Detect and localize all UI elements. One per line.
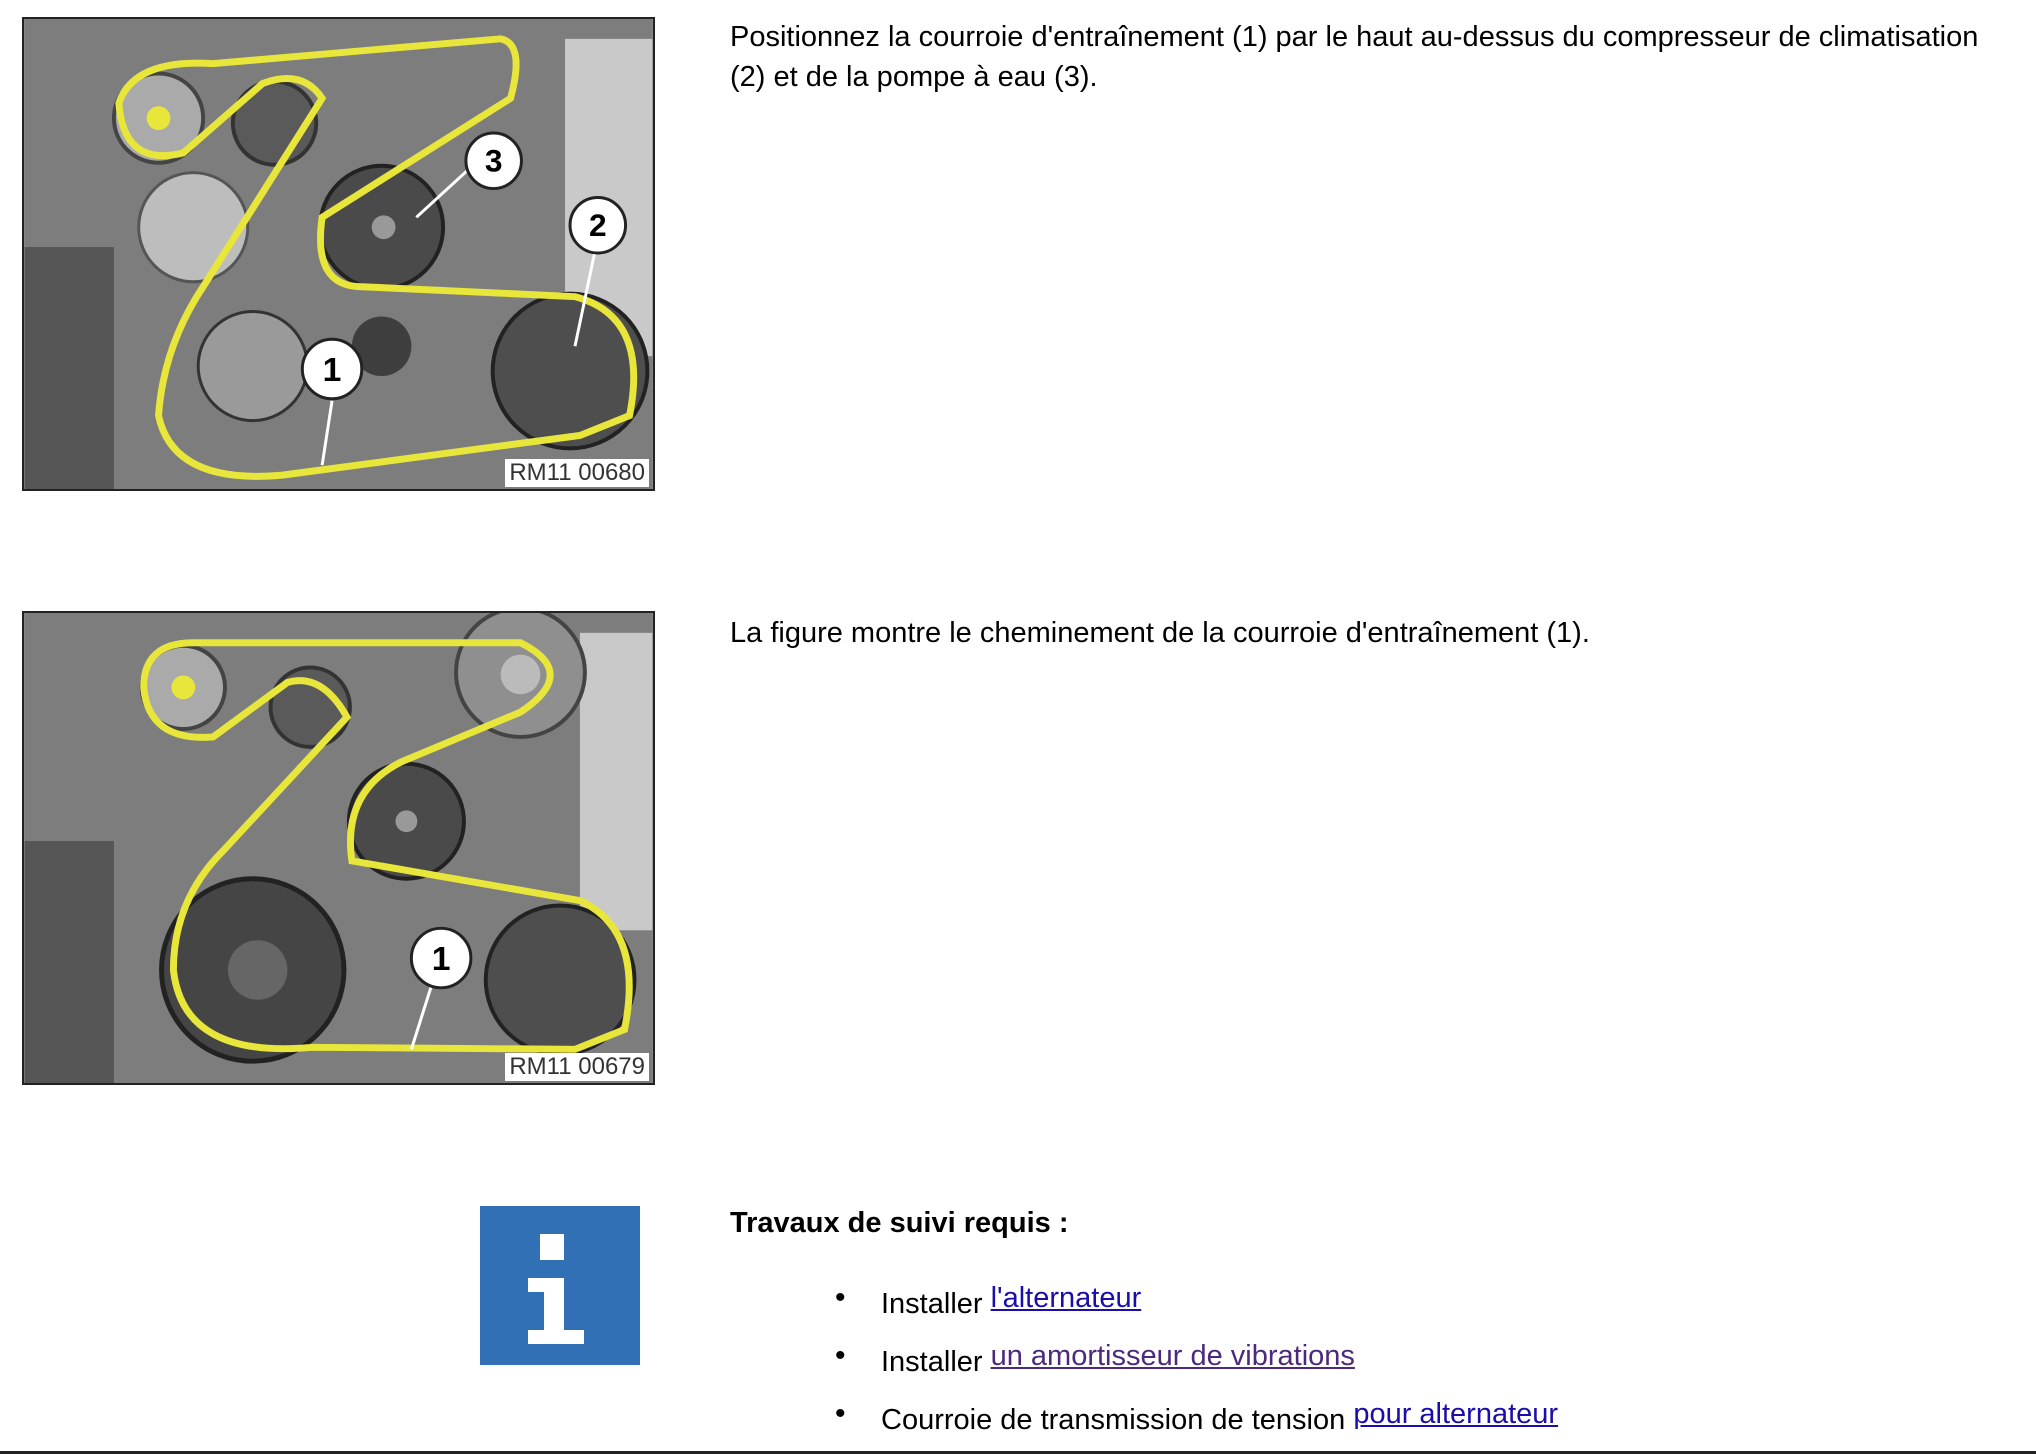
list-item xyxy=(835,1391,1558,1449)
step-instruction-1: Positionnez la courroie d'entraînement (1) par le haut au-dessus du compresseur de climatisation (2) et de la pompe à eau (3). xyxy=(730,21,1979,93)
item-text: Installer xyxy=(881,1288,983,1320)
link-alternator[interactable]: l'alternateur xyxy=(990,1282,1142,1314)
followup-list xyxy=(835,1275,1558,1449)
step-instruction-2: La figure montre le cheminement de la courroie d'entraînement (1). xyxy=(730,617,1590,649)
engine-illustration xyxy=(24,19,653,489)
item-text: Courroie de transmission de tension xyxy=(881,1404,1346,1436)
figure-belt-routing-1 xyxy=(22,17,655,491)
figure-reference: RM11 00680 xyxy=(505,459,649,487)
figure-reference: RM11 00679 xyxy=(505,1053,649,1081)
svg-text:1: 1 xyxy=(322,350,342,389)
figure-belt-routing-2 xyxy=(22,611,655,1085)
engine-illustration xyxy=(24,613,653,1083)
item-text: Installer xyxy=(881,1346,983,1378)
info-icon xyxy=(480,1206,640,1365)
link-vibration-damper[interactable]: un amortisseur de vibrations xyxy=(990,1340,1355,1372)
followup-heading: Travaux de suivi requis : xyxy=(730,1207,1069,1239)
list-item xyxy=(835,1333,1558,1391)
list-item xyxy=(835,1275,1558,1333)
svg-text:3: 3 xyxy=(484,142,503,179)
link-alternator-belt-tension[interactable]: pour alternateur xyxy=(1353,1398,1559,1430)
svg-text:2: 2 xyxy=(588,207,607,244)
svg-text:1: 1 xyxy=(431,939,451,978)
